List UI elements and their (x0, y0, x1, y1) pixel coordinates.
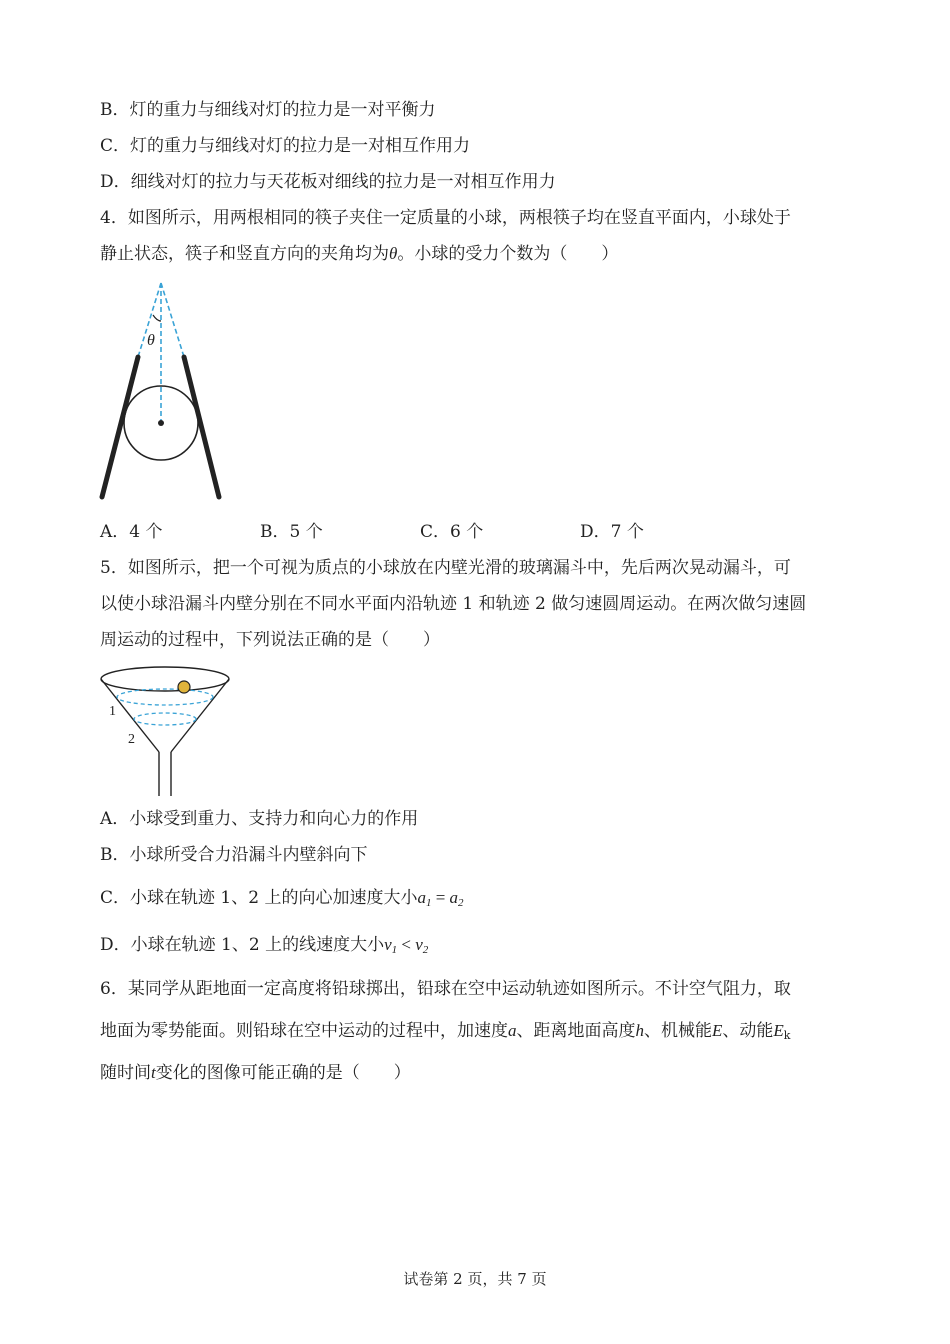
q4-option-c: C．6 个 (420, 522, 484, 542)
q6-stem-line1: 6．某同学从距地面一定高度将铅球掷出，铅球在空中运动轨迹如图所示。不计空气阻力，取 (100, 979, 791, 999)
q5-stem-line3: 周运动的过程中，下列说法正确的是（ ） (100, 630, 440, 650)
q4-option-b: B．5 个 (260, 522, 323, 542)
q5-funnel-rim (101, 667, 229, 691)
q6-stem-line3: 随时间t变化的图像可能正确的是（ ） (100, 1063, 411, 1083)
q4-option-d: D．7 个 (580, 522, 644, 542)
q3-option-c: C．灯的重力与细线对灯的拉力是一对相互作用力 (100, 136, 471, 156)
page-footer: 试卷第 2 页，共 7 页 (403, 1270, 547, 1288)
q4-stem-line2: 静止状态，筷子和竖直方向的夹角均为θ。小球的受力个数为（ ） (100, 244, 619, 264)
q4-angle-arc (153, 315, 161, 321)
q5-label-2: 2 (128, 732, 135, 747)
q4-theta-symbol: θ (389, 244, 398, 263)
q5-funnel-figure (95, 662, 235, 802)
q5-option-a: A．小球受到重力、支持力和向心力的作用 (100, 809, 419, 829)
q5-option-d-formula: $v_1 < v_2$ (384, 935, 429, 956)
q4-dashed-line-right (161, 283, 184, 357)
q4-option-a: A．4 个 (100, 522, 163, 542)
q5-option-c: C．小球在轨迹 1、2 上的向心加速度大小$a_1 = a_2$ (100, 888, 464, 909)
q4-chopsticks-figure (95, 275, 235, 510)
q6-stem-line2: 地面为零势能面。则铅球在空中运动的过程中，加速度a、距离地面高度h、机械能E、动能$E_k$ (100, 1021, 791, 1042)
q4-ball-center (158, 420, 164, 426)
q3-option-d: D．细线对灯的拉力与天花板对细线的拉力是一对相互作用力 (100, 172, 556, 192)
q5-option-d: D．小球在轨迹 1、2 上的线速度大小$v_1 < v_2$ (100, 935, 429, 956)
q5-option-c-formula: $a_1 = a_2$ (417, 888, 464, 909)
q4-chopstick-right (184, 357, 219, 497)
q3-option-b: B．灯的重力与细线对灯的拉力是一对平衡力 (100, 100, 436, 120)
q5-label-1: 1 (109, 704, 116, 719)
q4-stem-line1: 4．如图所示，用两根相同的筷子夹住一定质量的小球，两根筷子均在竖直平面内，小球处于 (100, 208, 791, 228)
q5-stem-line2: 以使小球沿漏斗内壁分别在不同水平面内沿轨迹 1 和轨迹 2 做匀速圆周运动。在两次做匀速圆 (100, 594, 807, 614)
q5-ball (178, 681, 190, 693)
q5-option-b: B．小球所受合力沿漏斗内壁斜向下 (100, 845, 368, 865)
q4-chopstick-left (102, 357, 138, 497)
q4-figure-theta-label: θ (147, 332, 155, 349)
q5-stem-line1: 5．如图所示，把一个可视为质点的小球放在内壁光滑的玻璃漏斗中，先后两次晃动漏斗，可 (100, 558, 791, 578)
q5-trajectory-2 (134, 713, 196, 725)
